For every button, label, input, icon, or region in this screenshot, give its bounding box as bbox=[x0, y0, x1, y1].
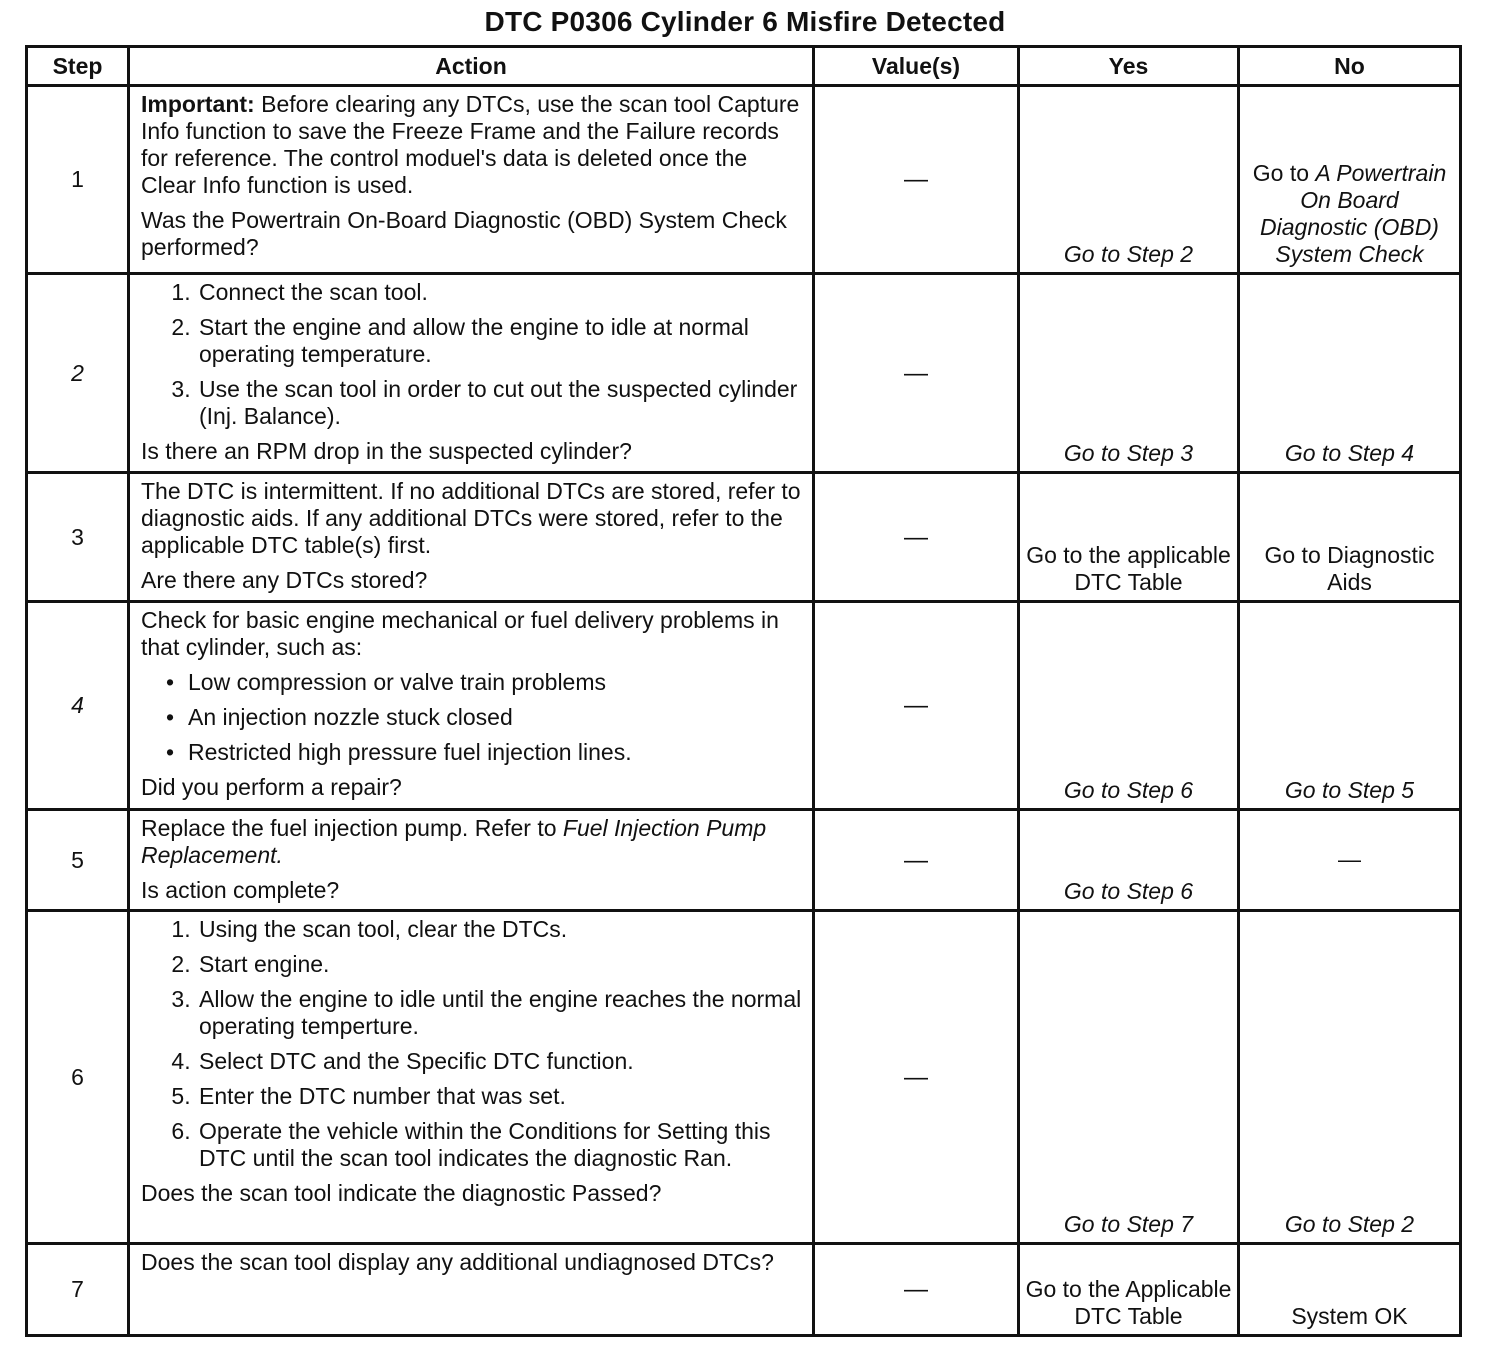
value-cell: — bbox=[814, 810, 1019, 911]
action-text: Check for basic engine mechanical or fuel delivery problems in that cylinder, such as: bbox=[141, 607, 779, 660]
table-row bbox=[27, 86, 1461, 274]
list-item: 2. Start engine. bbox=[197, 951, 802, 978]
yes-link[interactable]: Go to the applicable DTC Table bbox=[1019, 473, 1239, 602]
action-question: Does the scan tool display any additional undiagnosed DTCs? bbox=[141, 1249, 774, 1275]
header-yes: Yes bbox=[1019, 47, 1239, 86]
action-question: Did you perform a repair? bbox=[141, 774, 402, 800]
action-question: Was the Powertrain On-Board Diagnostic (OBD) System Check performed? bbox=[141, 207, 787, 260]
list-item bbox=[166, 739, 802, 766]
yes-link[interactable]: Go to Step 3 bbox=[1019, 274, 1239, 473]
action-note bbox=[141, 91, 802, 199]
list-item: 1. Connect the scan tool. bbox=[197, 279, 802, 306]
action-cell bbox=[129, 911, 814, 1244]
action-question: Are there any DTCs stored? bbox=[141, 567, 428, 593]
yes-link[interactable]: Go to Step 7 bbox=[1019, 911, 1239, 1244]
action-question: Does the scan tool indicate the diagnostic Passed? bbox=[141, 1180, 662, 1206]
action-cell bbox=[129, 86, 814, 274]
list-item: 6. Operate the vehicle within the Conditions for Setting this DTC until the scan tool indicates the diagnostic Ran. bbox=[197, 1118, 802, 1172]
step-number: 3 bbox=[27, 473, 129, 602]
list-item: 2. Start the engine and allow the engine to idle at normal operating temperature. bbox=[197, 314, 802, 368]
no-value: — bbox=[1239, 810, 1461, 911]
header-no: No bbox=[1239, 47, 1461, 86]
bullet-text: An injection nozzle stuck closed bbox=[188, 704, 513, 730]
value-cell: — bbox=[814, 86, 1019, 274]
yes-link[interactable]: Go to Step 2 bbox=[1019, 86, 1239, 274]
bullet-icon: • bbox=[166, 704, 175, 730]
action-question: Is action complete? bbox=[141, 877, 340, 903]
step-number: 5 bbox=[27, 810, 129, 911]
value-cell: — bbox=[814, 274, 1019, 473]
action-cell bbox=[129, 274, 814, 473]
no-reference: A Powertrain On Board Diagnostic (OBD) System Check bbox=[1260, 160, 1447, 267]
bullet-icon: • bbox=[166, 669, 175, 695]
table-row bbox=[27, 274, 1461, 473]
table-row bbox=[27, 602, 1461, 810]
value-cell: — bbox=[814, 473, 1019, 602]
no-link[interactable]: Go to Step 5 bbox=[1239, 602, 1461, 810]
action-text bbox=[141, 815, 802, 869]
step-number: 1 bbox=[27, 86, 129, 274]
action-question: Is there an RPM drop in the suspected cylinder? bbox=[141, 438, 632, 464]
step-number: 2 bbox=[27, 274, 129, 473]
table-row bbox=[27, 810, 1461, 911]
action-cell bbox=[129, 473, 814, 602]
table-row bbox=[27, 911, 1461, 1244]
no-link[interactable]: Go to Step 2 bbox=[1239, 911, 1461, 1244]
action-bullets bbox=[141, 669, 802, 766]
step-number: 6 bbox=[27, 911, 129, 1244]
yes-link[interactable]: Go to Step 6 bbox=[1019, 810, 1239, 911]
no-link[interactable]: Go to Step 4 bbox=[1239, 274, 1461, 473]
action-text: The DTC is intermittent. If no additional DTCs are stored, refer to diagnostic aids. If any additional DTCs were stored, refer to the applicable DTC table(s) first. bbox=[141, 478, 801, 558]
yes-link[interactable]: Go to the Applicable DTC Table bbox=[1019, 1244, 1239, 1336]
no-prefix: Go to bbox=[1252, 160, 1316, 186]
list-item: 5. Enter the DTC number that was set. bbox=[197, 1083, 802, 1110]
list-item bbox=[166, 704, 802, 731]
action-cell bbox=[129, 810, 814, 911]
action-steps bbox=[141, 916, 802, 1172]
dtc-table bbox=[25, 45, 1462, 1337]
table-row bbox=[27, 1244, 1461, 1336]
header-action: Action bbox=[129, 47, 814, 86]
list-item: 1. Using the scan tool, clear the DTCs. bbox=[197, 916, 802, 943]
no-link[interactable] bbox=[1239, 86, 1461, 274]
action-text-body: Replace the fuel injection pump. Refer to bbox=[141, 815, 563, 841]
bullet-text: Low compression or valve train problems bbox=[188, 669, 607, 695]
list-item: 3. Use the scan tool in order to cut out the suspected cylinder (Inj. Balance). bbox=[197, 376, 802, 430]
bullet-icon: • bbox=[166, 739, 175, 765]
value-cell: — bbox=[814, 602, 1019, 810]
step-number: 7 bbox=[27, 1244, 129, 1336]
bullet-text: Restricted high pressure fuel injection lines. bbox=[188, 739, 632, 765]
yes-link[interactable]: Go to Step 6 bbox=[1019, 602, 1239, 810]
action-steps bbox=[141, 279, 802, 430]
header-values: Value(s) bbox=[814, 47, 1019, 86]
table-row bbox=[27, 473, 1461, 602]
action-cell bbox=[129, 1244, 814, 1336]
header-row bbox=[27, 47, 1461, 86]
no-link[interactable]: Go to Diagnostic Aids bbox=[1239, 473, 1461, 602]
step-number: 4 bbox=[27, 602, 129, 810]
list-item bbox=[166, 669, 802, 696]
list-item: 4. Select DTC and the Specific DTC function. bbox=[197, 1048, 802, 1075]
action-cell bbox=[129, 602, 814, 810]
value-cell: — bbox=[814, 911, 1019, 1244]
value-cell: — bbox=[814, 1244, 1019, 1336]
no-link[interactable]: System OK bbox=[1239, 1244, 1461, 1336]
page-title: DTC P0306 Cylinder 6 Misfire Detected bbox=[484, 6, 1006, 37]
list-item: 3. Allow the engine to idle until the engine reaches the normal operating temperture. bbox=[197, 986, 802, 1040]
procedure-reference[interactable]: Fuel Injection Pump Replacement. bbox=[141, 815, 767, 868]
important-label: Important: bbox=[141, 91, 255, 117]
header-step: Step bbox=[27, 47, 129, 86]
important-text: Before clearing any DTCs, use the scan tool Capture Info function to save the Freeze Frame and the Failure records for reference. The control moduel's data is deleted once the Clear Info function is used. bbox=[141, 91, 800, 198]
